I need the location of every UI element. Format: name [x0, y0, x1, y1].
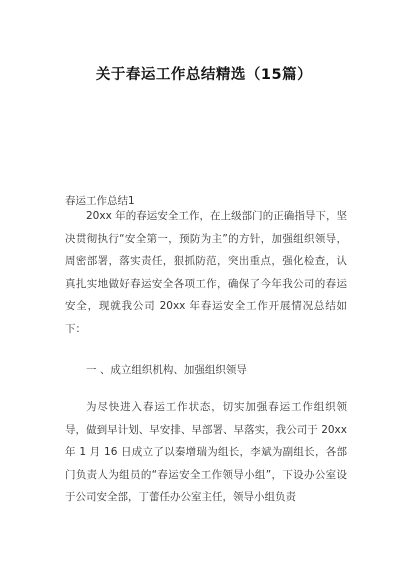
section-label: 春运工作总结1 [65, 195, 135, 207]
paragraph-organization: 为尽快进入春运工作状态，切实加强春运工作组织领导，做到早计划、早安排、早部署、早落实，我公司于 20xx 年 1 月 16 日成立了以秦增瑞为组长，李斌为副组长，各部门负责人为组员的“春运安全工作领导小组”，下设办公室设于公司安全部，丁蕾任办公室主任，领导小组负责 [65, 401, 347, 503]
section-heading: 一 、成立组织机构、加强组织领导 [86, 364, 247, 376]
paragraph-intro: 20xx 年的春运安全工作，在上级部门的正确指导下，坚决贯彻执行“安全第一，预防为主”的方针，加强组织领导，周密部署，落实责任，狠抓防范，突出重点，强化检查，认真扎实地做好春运安全各项工作，确保了今年我公司的春运安全，现就我公司 20xx 年春运安全工作开展情况总结如下： [65, 210, 347, 335]
document-title: 关于春运工作总结精选（15篇） [95, 67, 313, 83]
